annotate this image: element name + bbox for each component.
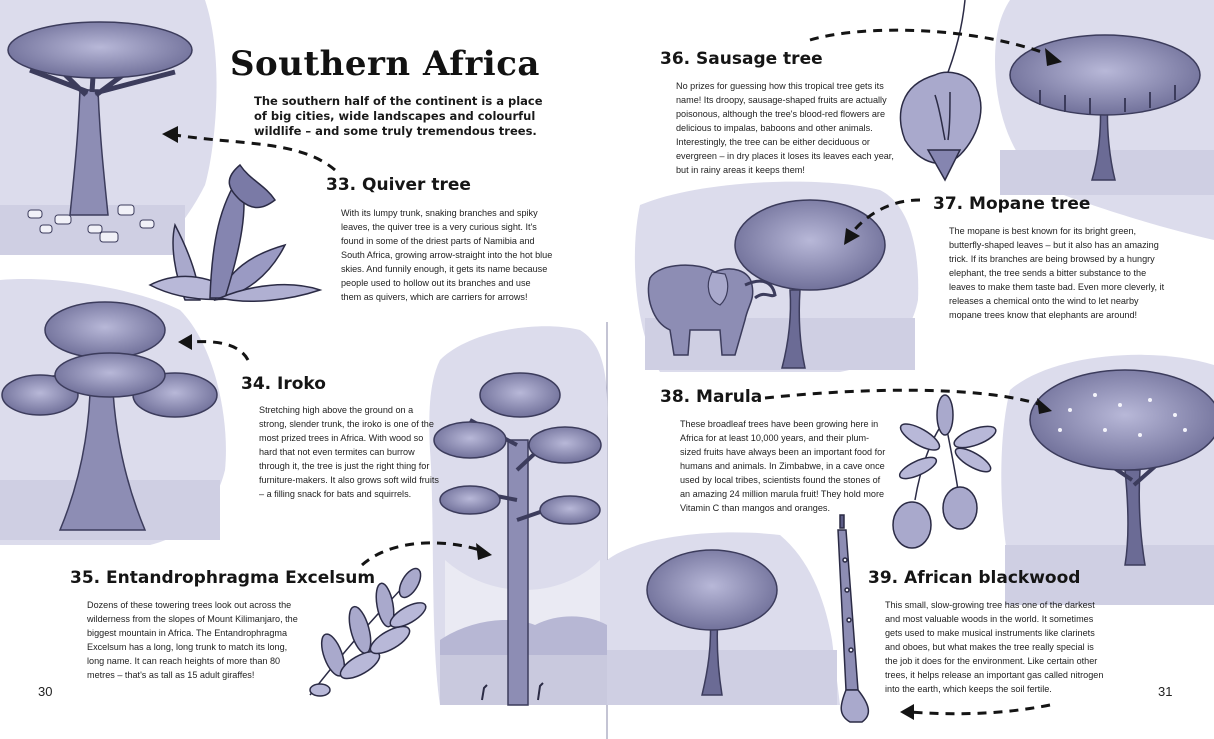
intro-text: The southern half of the continent is a place of big cities, wide landscapes and colourful wildlife – and some truly tremendous trees. bbox=[254, 94, 543, 138]
page-title: Southern Africa bbox=[230, 44, 540, 84]
entry-text-african-blackwood: This small, slow-growing tree has one of the darkest and most valuable woods in the world. It sometimes gets used to make musical instruments like clarinets and oboes, but what makes the tree really special is the job it does for the environment. Like certain other trees, it helps release an important gas called nitrogen into the earth, which keeps the soil fertile. bbox=[885, 600, 1104, 694]
entandrophragma-tree-illustration bbox=[429, 326, 607, 705]
entry-text-marula: These broadleaf trees have been growing here in Africa for at least 10,000 years, and their plum-sized fruits have always been an important food for humans and animals. In Zimbabwe, in a cave once used by local tribes, scientists found the stones of an amazing 24 million marula fruit! They hold more Vitamin C than mangos and oranges. bbox=[680, 419, 886, 513]
entry-heading-quiver-tree: 33. Quiver tree bbox=[326, 175, 471, 195]
entry-text-quiver-tree: With its lumpy trunk, snaking branches and spiky leaves, the quiver tree is a very curious sight. It's found in some of the driest parts of Namibia and South Africa, growing arrow-straight into the hot blue skies. And funnily enough, it gets its name because people used to hollow out its branches and use them as quivers, which are carriers for arrows! bbox=[341, 208, 553, 302]
entry-heading-sausage-tree: 36. Sausage tree bbox=[660, 49, 823, 69]
entry-text-mopane-tree: The mopane is best known for its bright green, butterfly-shaped leaves – but it also has an amazing trick. If its branches are being browsed by a hungry elephant, the tree sends a bitter substance to the leaves to make them taste bad. Even more cleverly, it releases a chemical onto the wind to let nearby mopane trees know that elephants are around! bbox=[949, 226, 1165, 320]
entry-text-sausage-tree: No prizes for guessing how this tropical tree gets its name! Its droopy, sausage-shaped fruits are actually poisonous, although the tree's blood-red flowers are delicious to impalas, baboons and other animals. Interestingly, the tree can be either deciduous or evergreen – in dry places it loses its leaves each year, but in rainy areas it keeps them! bbox=[676, 81, 894, 175]
page-number-right: 31 bbox=[1158, 684, 1173, 699]
sausage-tree-flower-illustration bbox=[900, 0, 980, 180]
entry-heading-marula: 38. Marula bbox=[660, 387, 763, 407]
entry-heading-mopane-tree: 37. Mopane tree bbox=[933, 194, 1091, 214]
marula-fruit-illustration bbox=[893, 395, 998, 548]
entry-heading-african-blackwood: 39. African blackwood bbox=[868, 568, 1081, 588]
african-blackwood-tree-illustration bbox=[607, 532, 840, 705]
iroko-tree-illustration bbox=[0, 279, 226, 545]
entry-text-iroko: Stretching high above the ground on a strong, slender trunk, the iroko is one of the most prized trees in Africa. With wood so hard that not even termites can burrow through it, the tree is just the right thing for furniture-makers. It also grows soft wild fruits – a filling snack for bats and squirrels. bbox=[259, 405, 439, 499]
quiver-tree-illustration bbox=[0, 0, 217, 255]
clarinet-illustration bbox=[838, 515, 868, 722]
mopane-tree-illustration bbox=[635, 182, 918, 372]
entry-text-entandrophragma: Dozens of these towering trees look out across the wilderness from the slopes of Mount Kilimanjaro, the biggest mountain in Africa. The Entandrophragma Excelsum has a long, long trunk to match its long, long name. It can reach heights of more than 80 metres – that's as tall as 15 adult giraffes! bbox=[87, 600, 298, 680]
entry-heading-entandrophragma: 35. Entandrophragma Excelsum bbox=[70, 568, 376, 588]
entry-heading-iroko: 34. Iroko bbox=[241, 374, 326, 394]
page-number-left: 30 bbox=[38, 684, 53, 699]
